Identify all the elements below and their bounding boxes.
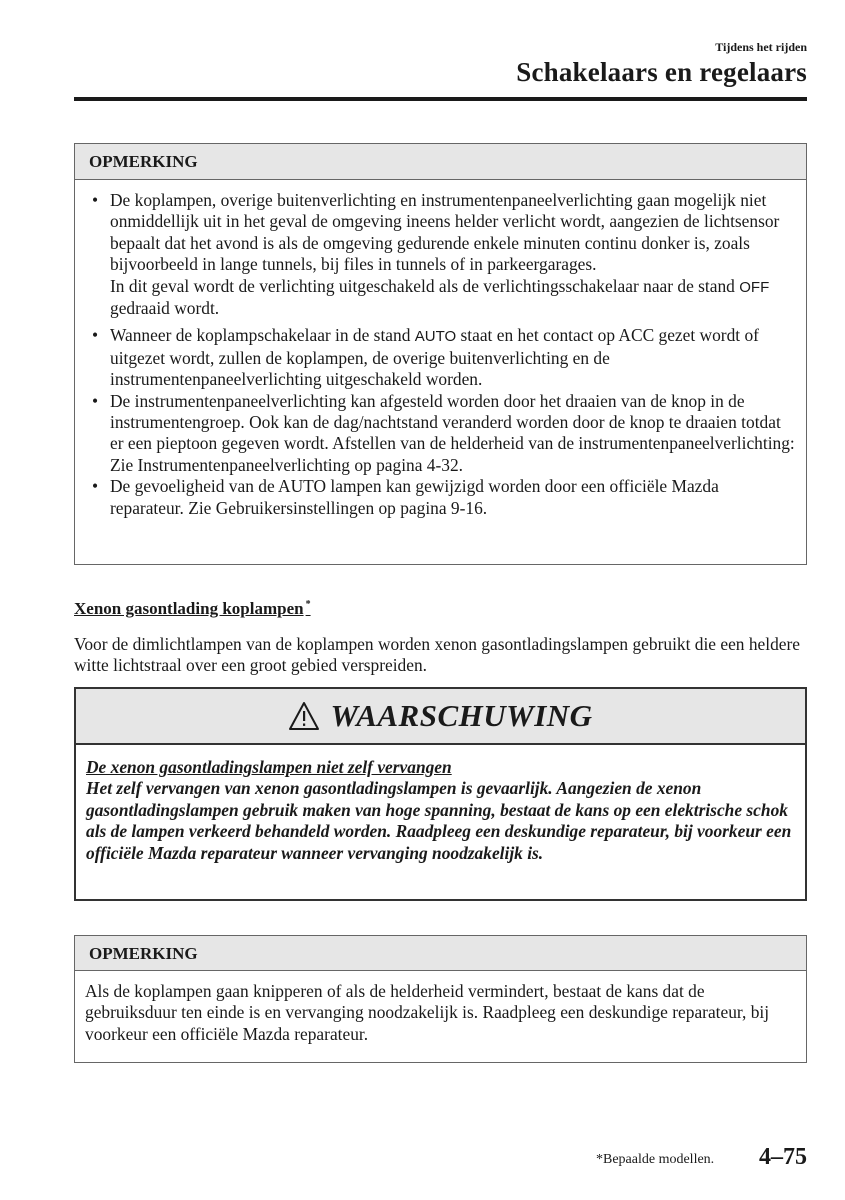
note-body — [75, 180, 806, 519]
page-number: 4–75 — [759, 1144, 807, 1170]
switch-position-off: OFF — [739, 278, 770, 296]
warning-title: WAARSCHUWING — [330, 698, 593, 733]
note-body: Als de koplampen gaan knipperen of als de helderheid vermindert, bestaat de kans dat de gebruiksduur ten einde is en vervanging noodzakelijk is. Raadpleeg een deskundige reparateur, bij voorkeur een officiële Mazda reparateur. — [85, 981, 770, 1044]
warning-subheading: De xenon gasontladingslampen niet zelf vervangen — [86, 757, 452, 777]
bullet-text: De gevoeligheid van de AUTO lampen kan gewijzigd worden door een officiële Mazda reparateur. Zie Gebruikersinstellingen op pagina 9-16. — [110, 476, 719, 518]
bullet-text: De koplampen, overige buitenverlichting en instrumentenpaneelverlichting gaan mogelijk niet onmiddellijk uit in het geval de omgeving ineens helder verlicht wordt, aangezien de lichtsensor bepaalt dat het avond is als de omgeving gedurende enkele minuten continu donker is, zoals bijvoorbeeld in lange tunnels, bij files in tunnels of in parkeergarages. — [110, 190, 780, 275]
note-heading: OPMERKING — [75, 144, 806, 180]
bullet-text: Wanneer de koplampschakelaar in de stand — [110, 325, 415, 346]
bullet-text: In dit geval wordt de verlichting uitgeschakeld als de verlichtingsschakelaar naar de stand — [110, 275, 740, 296]
bullet-text: staat en het contact op ACC gezet wordt of uitgezet wordt, zullen de koplampen, de overige buitenverlichting en de instrumentenpaneelverlichting uitgeschakeld worden. — [110, 325, 759, 390]
note-bullet-list — [89, 190, 796, 519]
note-heading: OPMERKING — [75, 936, 806, 971]
running-header-section: Tijdens het rijden — [715, 40, 807, 54]
note-box-xenon — [74, 935, 807, 1063]
warning-body — [76, 745, 805, 864]
header-divider — [74, 97, 807, 101]
note-box-lighting — [74, 143, 807, 565]
warning-header — [76, 689, 805, 745]
section-intro-text: Voor de dimlichtlampen van de koplampen worden xenon gasontladingslampen gebruikt die een heldere witte lichtstraal over een groot gebied verspreiden. — [74, 634, 801, 676]
warning-text: Het zelf vervangen van xenon gasontladingslampen is gevaarlijk. Aangezien de xenon gasontladingslampen gebruik maken van hoge spanning, bestaat de kans op een elektrische schok als de lampen verkeerd behandeld worden. Raadpleeg een deskundige reparateur, bij voorkeur een officiële Mazda reparateur wanneer vervanging noodzakelijk is. — [86, 778, 792, 863]
warning-box — [74, 687, 807, 901]
bullet-text: De instrumentenpaneelverlichting kan afgesteld worden door het draaien van de knop in de instrumentengroep. Ook kan de dag/nachtstand veranderd worden door de knop te draaien totdat er een pieptoon gegeven wordt. Afstellen van de helderheid van de instrumentenpaneelverlichting: Zie Instrumentenpaneelverlichting op pagina 4-32. — [110, 390, 795, 475]
page-title: Schakelaars en regelaars — [516, 57, 807, 87]
list-item — [89, 325, 796, 390]
model-asterisk: * — [305, 599, 311, 611]
list-item — [89, 476, 796, 519]
bullet-text: gedraaid wordt. — [110, 298, 220, 319]
list-item — [89, 391, 796, 477]
warning-triangle-icon — [288, 701, 320, 731]
switch-position-auto: AUTO — [414, 328, 457, 346]
footnote: *Bepaalde modellen. — [596, 1152, 715, 1167]
list-item — [89, 190, 796, 319]
section-heading-text: Xenon gasontlading koplampen — [74, 599, 304, 618]
section-heading-xenon — [74, 599, 311, 619]
